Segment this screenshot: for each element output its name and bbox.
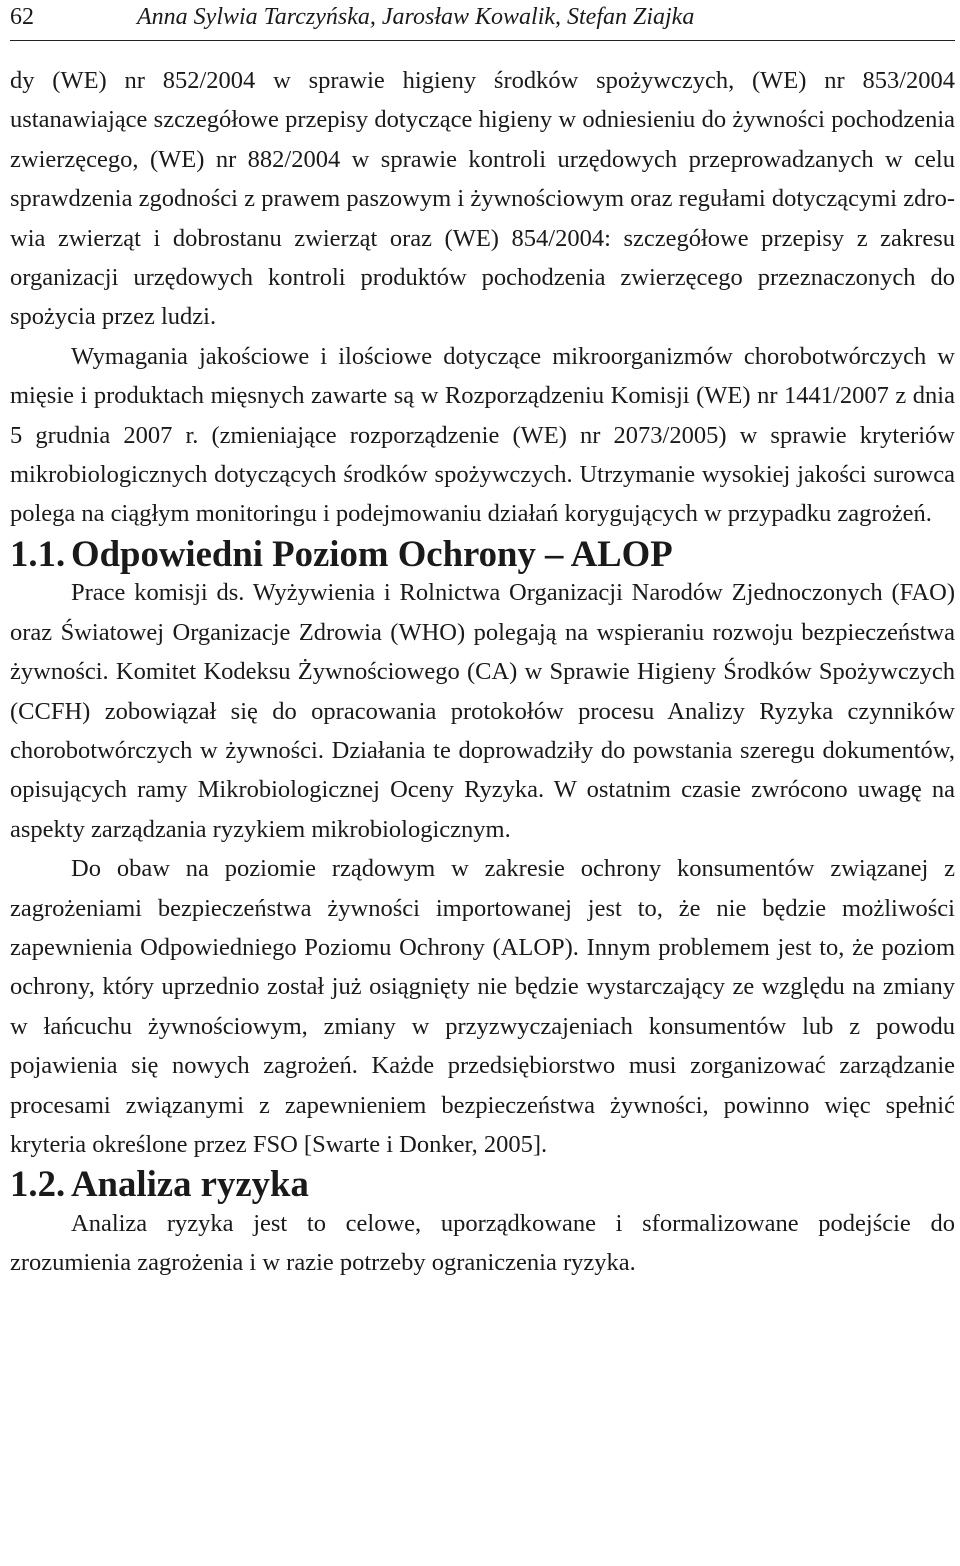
- running-header: [10, 0, 955, 41]
- section-heading: [10, 534, 955, 573]
- section-title: Odpowiedni Poziom Ochrony – ALOP: [71, 532, 673, 574]
- page-number: 62: [10, 4, 34, 30]
- paragraph: Prace komisji ds. Wyżywienia i Rolnictwa Organizacji Narodów Zjednoczonych (FAO) oraz Światowej Organizacje Zdrowia (WHO) polegają na wspieraniu rozwoju bezpieczeństwa żywności. Komitet Kodeksu Żywnościowego (CA) w Sprawie Higieny Środków Spożywczych (CCFH) zobowiązał się do opracowania protokołów procesu Analizy Ryzyka czynników chorobotwórczych w żywności. Działania te doprowadziły do powstania szeregu dokumentów, opisujących ramy Mikrobiologicznej Oceny Ryzyka. W ostatnim czasie zwrócono uwagę na aspekty zarządzania ryzykiem mikrobiologicznym.: [10, 579, 955, 843]
- body-text: [10, 61, 955, 1283]
- paragraph: dy (WE) nr 852/2004 w sprawie higieny środków spożywczych, (WE) nr 853/2004 ustanawiające szczegółowe przepisy dotyczące higieny w odniesieniu do żywności pochodzenia zwierzęcego, (WE) nr 882/2004 w sprawie kontroli urzędowych przeprowadzanych w celu sprawdzenia zgodności z prawem paszowym i żywnościowym oraz regułami dotyczącymi zdrowia zwierząt i dobrostanu zwierząt oraz (WE) 854/2004: szczegółowe przepisy z zakresu organizacji urzędowych kontroli produktów pochodzenia zwierzęcego przeznaczonych do spożycia przez ludzi.: [10, 67, 955, 331]
- paragraph: Do obaw na poziomie rządowym w zakresie ochrony konsumentów związanej z zagrożeniami bezpieczeństwa żywności importowanej jest to, że nie będzie możliwości zapewnienia Odpowiedniego Poziomu Ochrony (ALOP). Innym problemem jest to, że poziom ochrony, który uprzednio został już osiągnięty nie będzie wystarczający ze względu na zmiany w łańcuchu żywnościowym, zmiany w przyzwyczajeniach konsumentów lub z powodu pojawienia się nowych zagrożeń. Każde przedsiębiorstwo musi zorganizować zarządzanie procesami związanymi z zapewnieniem bezpieczeństwa żywności, powinno więc spełnić kryteria określone przez FSO [Swarte i Donker, 2005].: [10, 855, 955, 1158]
- paragraph: Analiza ryzyka jest to celowe, uporządkowane i sformalizowane podejście do zrozumienia zagrożenia i w razie potrzeby ograniczenia ryzyka.: [10, 1209, 955, 1277]
- section-number: 1.2.: [10, 1163, 66, 1205]
- page: [10, 0, 955, 1283]
- section-heading: [10, 1164, 955, 1203]
- section-number: 1.1.: [10, 532, 66, 574]
- running-header-authors: Anna Sylwia Tarczyńska, Jarosław Kowalik, Stefan Ziajka: [137, 4, 695, 30]
- section-title: Analiza ryzyka: [71, 1163, 309, 1205]
- paragraph: Wymagania jakościowe i ilościowe dotyczące mikroorganizmów chorobotwórczych w mięsie i produktach mięsnych zawarte są w Rozporządzeniu Komisji (WE) nr 1441/2007 z dnia 5 grudnia 2007 r. (zmieniające rozporządzenie (WE) nr 2073/2005) w sprawie kryteriów mikrobiologicznych dotyczących środków spożywczych. Utrzymanie wysokiej jakości surowca polega na ciągłym monitoringu i podejmowaniu działań korygujących w przypadku zagrożeń.: [10, 342, 955, 528]
